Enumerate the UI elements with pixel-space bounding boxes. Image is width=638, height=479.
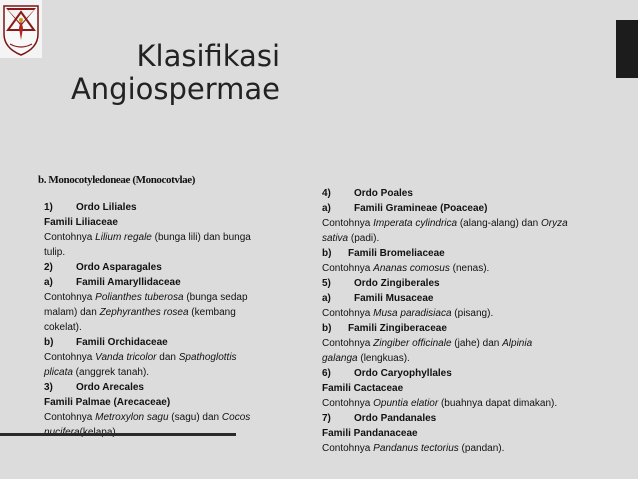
heading-number: b)	[322, 248, 332, 259]
example-text-cont: tulip.	[44, 247, 66, 258]
example-text: Contohnya Polianthes tuberosa (bunga sedap	[44, 292, 248, 303]
heading-number: 5)	[322, 278, 331, 289]
example-text-cont: cokelat).	[44, 322, 82, 333]
right-column	[322, 186, 622, 456]
title-line-2: Angiospermae	[70, 72, 280, 106]
example-text: Contohnya Ananas comosus (nenas).	[322, 263, 490, 274]
heading-number: 3)	[44, 382, 53, 393]
heading-number: 7)	[322, 413, 331, 424]
famili-heading	[322, 246, 622, 261]
heading-label: Famili Musaceae	[354, 293, 434, 304]
example-text: Contohnya Pandanus tectorius (pandan).	[322, 443, 505, 454]
ordo-heading	[322, 276, 622, 291]
example-text: Contohnya Zingiber officinale (jahe) dan Alpinia	[322, 338, 533, 349]
famili-heading	[322, 291, 622, 306]
section-subheading: b. Monocotyledoneae (Monocotvlae)	[38, 174, 195, 186]
heading-number: b)	[44, 337, 54, 348]
heading-label: Famili Bromeliaceae	[348, 248, 445, 259]
heading-label: Ordo Caryophyllales	[354, 368, 452, 379]
ordo-heading	[322, 366, 622, 381]
heading-number: 6)	[322, 368, 331, 379]
heading-number: 1)	[44, 202, 53, 213]
heading-label: Ordo Liliales	[76, 202, 137, 213]
decorative-bar	[616, 20, 638, 78]
famili-heading	[44, 335, 294, 350]
title-line-1: Klasifikasi	[136, 39, 280, 73]
heading-number: 2)	[44, 262, 53, 273]
heading-number: a)	[322, 203, 331, 214]
heading-number: a)	[44, 277, 53, 288]
example-text: Contohnya Opuntia elatior (buahnya dapat dimakan).	[322, 398, 558, 409]
ordo-heading	[322, 411, 622, 426]
heading-label: Ordo Poales	[354, 188, 413, 199]
divider-line	[0, 433, 236, 436]
ordo-heading	[44, 260, 294, 275]
famili-heading	[322, 201, 622, 216]
heading-label: Famili Orchidaceae	[76, 337, 168, 348]
example-text: Contohnya Musa paradisiaca (pisang).	[322, 308, 494, 319]
ordo-heading	[44, 380, 294, 395]
famili-heading: Famili Liliaceae	[44, 217, 118, 228]
famili-heading	[44, 275, 294, 290]
heading-label: Ordo Asparagales	[76, 262, 162, 273]
heading-number: 4)	[322, 188, 331, 199]
famili-heading	[322, 321, 622, 336]
heading-label: Famili Gramineae (Poaceae)	[354, 203, 488, 214]
page-title	[60, 40, 280, 106]
ordo-heading	[322, 186, 622, 201]
example-text-cont: malam) dan Zephyranthes rosea (kembang	[44, 307, 236, 318]
example-text-cont: galanga (lengkuas).	[322, 353, 410, 364]
example-text: Contohnya Metroxylon sagu (sagu) dan Cocos	[44, 412, 251, 423]
heading-label: Ordo Zingiberales	[354, 278, 440, 289]
ordo-heading	[44, 200, 294, 215]
example-text-cont: sativa (padi).	[322, 233, 380, 244]
heading-label: Ordo Arecales	[76, 382, 144, 393]
heading-label: Famili Amaryllidaceae	[76, 277, 181, 288]
university-logo	[0, 0, 42, 58]
famili-heading: Famili Palmae (Arecaceae)	[44, 397, 171, 408]
example-text-cont: plicata (anggrek tanah).	[44, 367, 150, 378]
heading-label: Ordo Pandanales	[354, 413, 437, 424]
famili-heading: Famili Pandanaceae	[322, 428, 418, 439]
example-text: Contohnya Vanda tricolor dan Spathoglottis	[44, 352, 237, 363]
heading-number: a)	[322, 293, 331, 304]
heading-number: b)	[322, 323, 332, 334]
famili-heading: Famili Cactaceae	[322, 383, 404, 394]
left-column	[44, 200, 294, 440]
example-text: Contohnya Imperata cylindrica (alang-alang) dan Oryza	[322, 218, 568, 229]
example-text: Contohnya Lilium regale (bunga lili) dan bunga	[44, 232, 251, 243]
heading-label: Famili Zingiberaceae	[348, 323, 447, 334]
